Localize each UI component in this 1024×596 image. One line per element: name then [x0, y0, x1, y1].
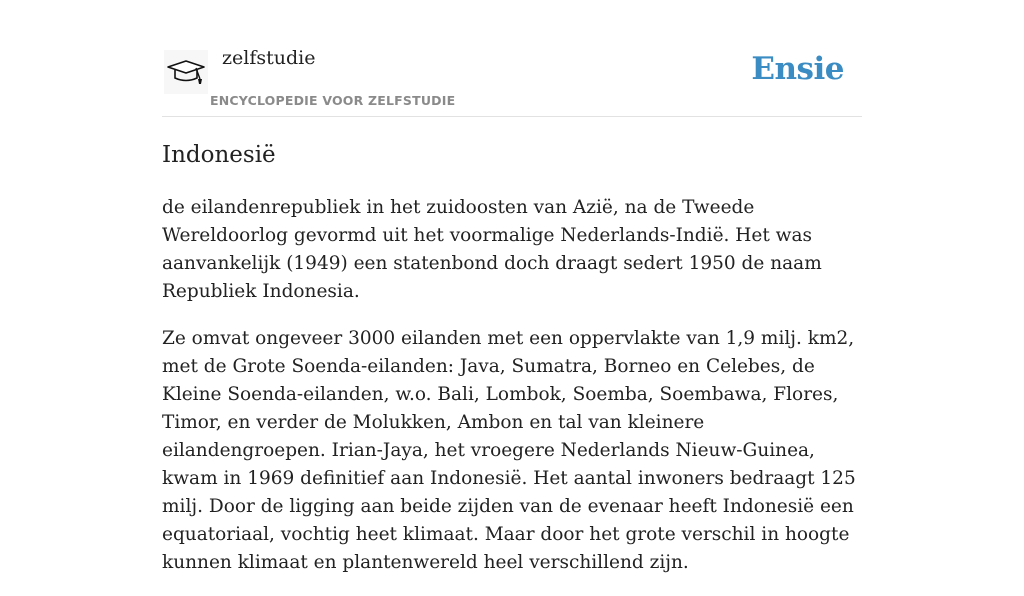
brand-logo[interactable]: Ensie: [751, 51, 844, 87]
category-link[interactable]: zelfstudie: [222, 47, 316, 69]
article: [162, 138, 862, 596]
article-title: Indonesië: [162, 142, 276, 168]
site-subtitle: ENCYCLOPEDIE VOOR ZELFSTUDIE: [210, 93, 456, 108]
article-paragraph-2: Ze omvat ongeveer 3000 eilanden met een oppervlakte van 1,9 milj. km2, met de Grote Soenda-eilanden: Java, Sumatra, Borneo en Celebes, de Kleine Soenda-eilanden, w.o. Bali, Lombok, Soemba, Soembawa, Flores, Timor, en verder de Molukken, Ambon en tal van kleinere eilandengroepen. Irian-Jaya, het vroegere Nederlands Nieuw-Guinea, kwam in 1969 definitief aan Indonesië. Het aantal inwoners bedraagt 125 milj. Door de ligging aan beide zijden van de evenaar heeft Indonesië een equatoriaal, vochtig heet klimaat. Maar door het grote verschil in hoogte kunnen klimaat en plantenwereld heel verschillend zijn.: [162, 328, 856, 573]
graduation-cap-icon: [164, 50, 208, 94]
site-header: [162, 0, 862, 117]
article-paragraph-1: de eilandenrepubliek in het zuidoosten van Azië, na de Tweede Wereldoorlog gevormd uit het voormalige Nederlands-Indië. Het was aanvankelijk (1949) een statenbond doch draagt sedert 1950 de naam Republiek Indonesia.: [162, 197, 822, 302]
category-logo[interactable]: [164, 50, 208, 94]
